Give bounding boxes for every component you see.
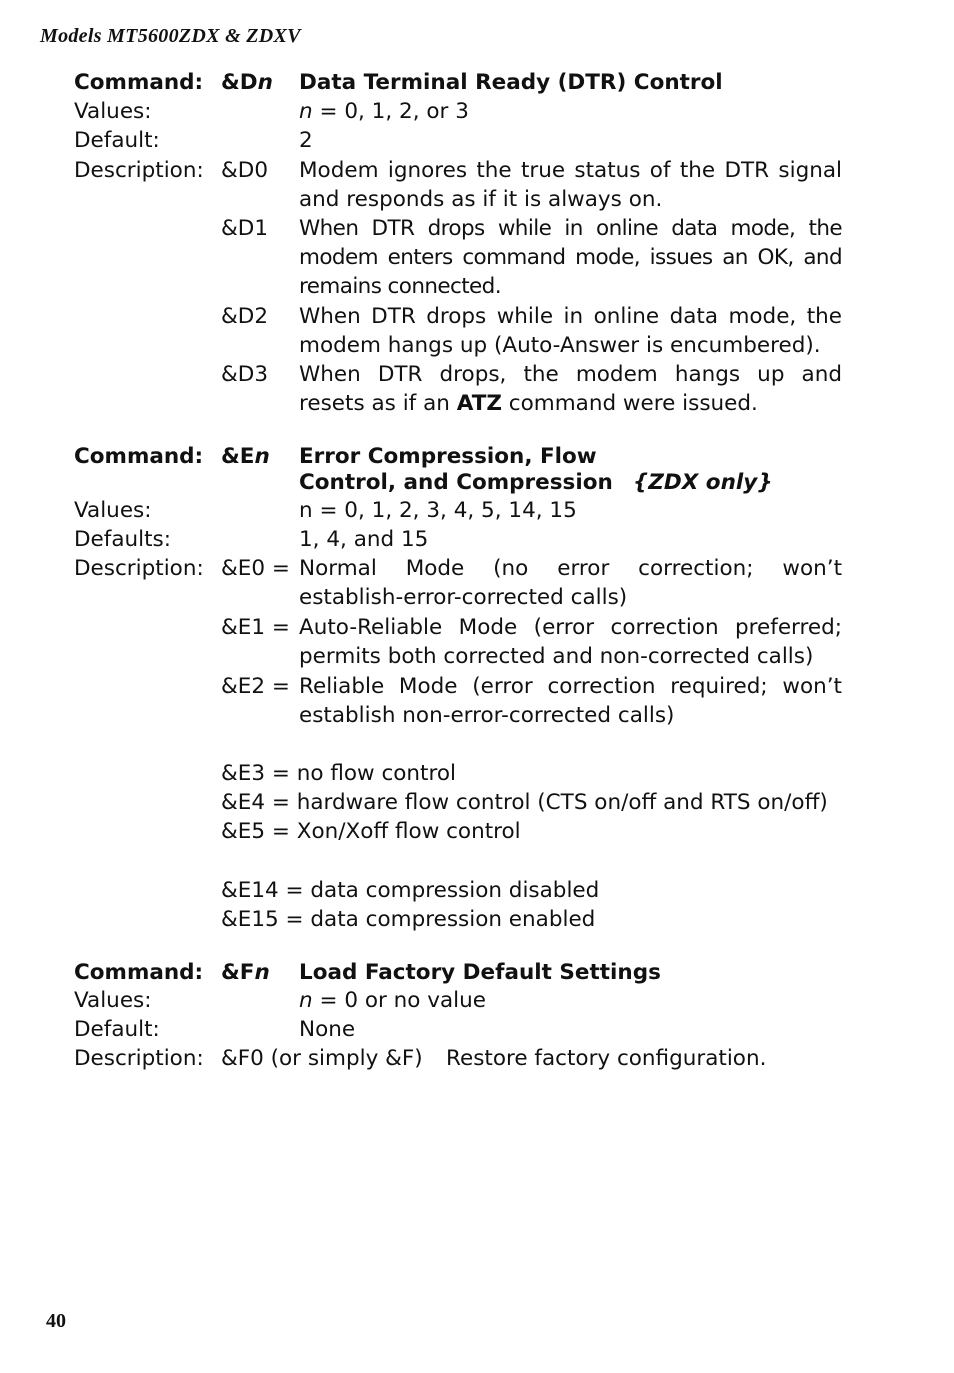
- d-command-code: &Dn: [221, 70, 273, 95]
- d-option-text: When DTR drops, the modem hangs up and resets as if an ATZ command were issued.: [299, 362, 842, 416]
- e-command-title: Error Compression, Flow: [299, 444, 597, 469]
- d-option-code: &D3: [221, 362, 268, 387]
- e-option-code: &E1 =: [221, 615, 290, 640]
- f-default-label: Default:: [74, 1017, 160, 1042]
- f-command-label: Command:: [74, 960, 204, 985]
- e-option-text: Normal Mode (no error correction; won’t establish-error-corrected calls): [299, 556, 842, 610]
- d-option-code: &D1: [221, 216, 268, 241]
- e-flow-line: &E4 = hardware flow control (CTS on/off and RTS on/off): [221, 790, 828, 815]
- f-values-label: Values:: [74, 988, 152, 1013]
- e-command-note: {ZDX only}: [633, 470, 773, 495]
- page-number: 40: [46, 1310, 66, 1332]
- e-defaults-label: Defaults:: [74, 527, 172, 552]
- d-values-label: Values:: [74, 99, 152, 124]
- f-description-label: Description:: [74, 1046, 204, 1071]
- d-option-code: &D2: [221, 304, 268, 329]
- e-compression-line: &E14 = data compression disabled: [221, 878, 600, 903]
- e-option-code: &E0 =: [221, 556, 290, 581]
- e-values-label: Values:: [74, 498, 152, 523]
- e-flow-line: &E5 = Xon/Xoff flow control: [221, 819, 521, 844]
- e-command-title: Control, and Compression: [299, 470, 613, 495]
- f-values-text: n = 0 or no value: [299, 988, 487, 1013]
- e-description-label: Description:: [74, 556, 204, 581]
- e-values-text: n = 0, 1, 2, 3, 4, 5, 14, 15: [299, 498, 577, 523]
- f-default-value: None: [299, 1017, 356, 1042]
- f-command-title: Load Factory Default Settings: [299, 960, 661, 985]
- f-description-code: &F0 (or simply &F): [221, 1046, 423, 1071]
- d-option-text: Modem ignores the true status of the DTR signal and responds as if it is always on.: [299, 158, 842, 212]
- f-description-text: Restore factory configuration.: [446, 1046, 767, 1071]
- d-default-value: 2: [299, 128, 313, 153]
- d-values-text: n = 0, 1, 2, or 3: [299, 99, 469, 124]
- f-command-code: &Fn: [221, 960, 270, 985]
- e-flow-line: &E3 = no flow control: [221, 761, 456, 786]
- d-command-label: Command:: [74, 70, 204, 95]
- e-option-text: Reliable Mode (error correction required; won’t establish non-error-corrected calls): [299, 674, 842, 728]
- d-default-label: Default:: [74, 128, 160, 153]
- d-option-text: When DTR drops while in online data mode, the modem hangs up (Auto-Answer is encumbered).: [299, 304, 842, 358]
- running-header: Models MT5600ZDX & ZDXV: [40, 25, 301, 47]
- e-option-code: &E2 =: [221, 674, 290, 699]
- d-description-label: Description:: [74, 158, 204, 183]
- d-option-text: When DTR drops while in online data mode, the modem enters command mode, issues an OK, and remains connected.: [299, 216, 842, 299]
- e-command-label: Command:: [74, 444, 204, 469]
- e-command-code: &En: [221, 444, 270, 469]
- d-command-title: Data Terminal Ready (DTR) Control: [299, 70, 723, 95]
- e-option-text: Auto-Reliable Mode (error correction preferred; permits both corrected and non-corrected calls): [299, 615, 842, 669]
- e-defaults-value: 1, 4, and 15: [299, 527, 429, 552]
- e-compression-line: &E15 = data compression enabled: [221, 907, 596, 932]
- d-option-code: &D0: [221, 158, 268, 183]
